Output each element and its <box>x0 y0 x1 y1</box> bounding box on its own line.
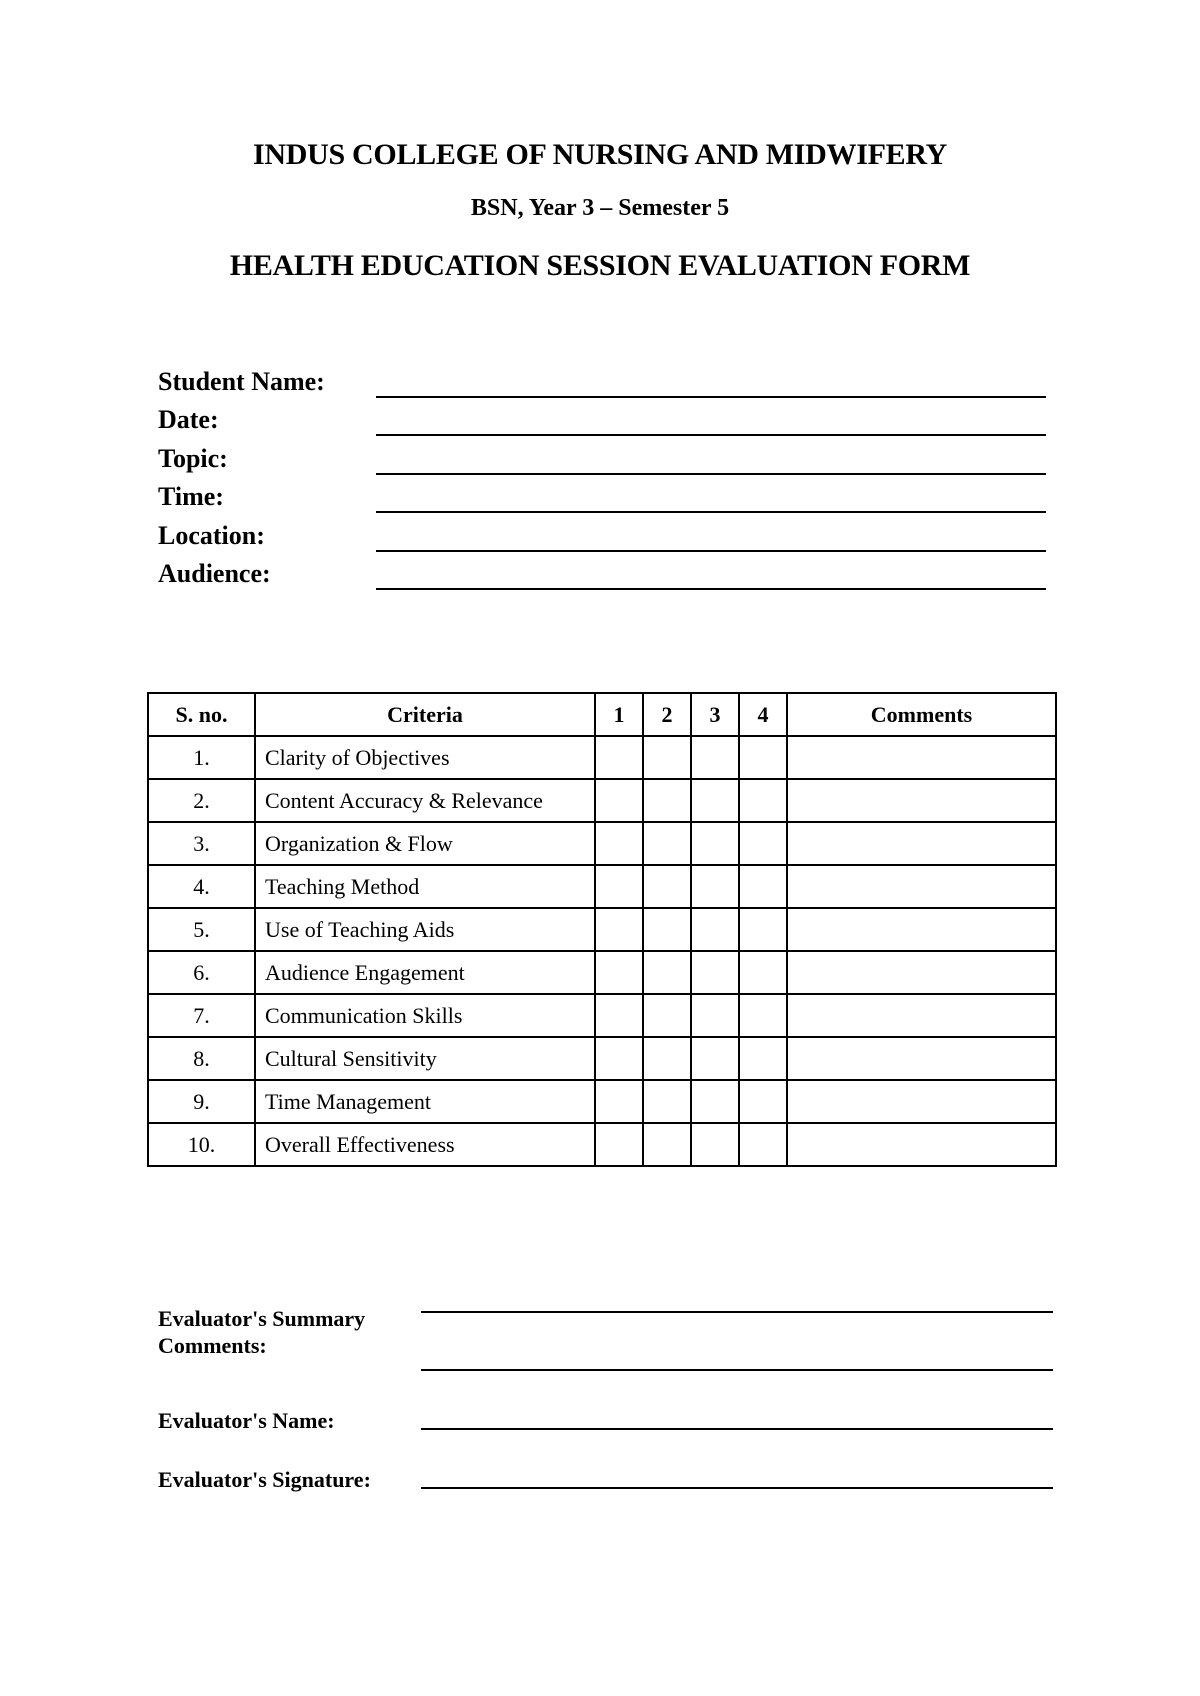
table-row <box>148 1123 1056 1166</box>
comments-cell[interactable] <box>787 951 1056 994</box>
rating-2-cell[interactable] <box>643 951 691 994</box>
info-row-date <box>158 398 1046 436</box>
header-rating-4: 4 <box>739 693 787 736</box>
evaluator-signature-label: Evaluator's Signature: <box>158 1467 371 1492</box>
comments-cell[interactable] <box>787 822 1056 865</box>
rating-2-cell[interactable] <box>643 1037 691 1080</box>
info-row-time <box>158 475 1046 513</box>
rating-2-cell[interactable] <box>643 1080 691 1123</box>
rating-2-cell[interactable] <box>643 865 691 908</box>
row-criteria: Time Management <box>255 1080 595 1123</box>
evaluator-name-field[interactable] <box>421 1428 1053 1430</box>
rating-2-cell[interactable] <box>643 1123 691 1166</box>
table-row <box>148 1037 1056 1080</box>
comments-cell[interactable] <box>787 1080 1056 1123</box>
comments-cell[interactable] <box>787 736 1056 779</box>
table-row <box>148 865 1056 908</box>
header-rating-2: 2 <box>643 693 691 736</box>
header-sno: S. no. <box>148 693 255 736</box>
rating-4-cell[interactable] <box>739 1037 787 1080</box>
info-label: Location: <box>158 521 265 550</box>
row-sno: 3. <box>148 822 255 865</box>
row-criteria: Content Accuracy & Relevance <box>255 779 595 822</box>
form-title: HEALTH EDUCATION SESSION EVALUATION FORM <box>229 249 971 282</box>
comments-cell[interactable] <box>787 779 1056 822</box>
info-label: Time: <box>158 482 224 511</box>
table-row <box>148 951 1056 994</box>
row-criteria: Teaching Method <box>255 865 595 908</box>
info-label: Topic: <box>158 444 228 473</box>
rating-3-cell[interactable] <box>691 908 739 951</box>
college-name: INDUS COLLEGE OF NURSING AND MIDWIFERY <box>252 138 947 171</box>
header-criteria: Criteria <box>255 693 595 736</box>
table-row <box>148 994 1056 1037</box>
comments-cell[interactable] <box>787 994 1056 1037</box>
rating-4-cell[interactable] <box>739 1080 787 1123</box>
comments-cell[interactable] <box>787 908 1056 951</box>
rating-4-cell[interactable] <box>739 822 787 865</box>
summary-label-line2: Comments: <box>158 1333 267 1358</box>
row-criteria: Clarity of Objectives <box>255 736 595 779</box>
rating-1-cell[interactable] <box>595 822 643 865</box>
rating-2-cell[interactable] <box>643 779 691 822</box>
row-criteria: Organization & Flow <box>255 822 595 865</box>
audience-field[interactable] <box>376 588 1046 590</box>
row-criteria: Audience Engagement <box>255 951 595 994</box>
evaluator-signature-field[interactable] <box>421 1487 1053 1489</box>
rating-2-cell[interactable] <box>643 822 691 865</box>
table-row <box>148 822 1056 865</box>
table-row <box>148 779 1056 822</box>
rating-1-cell[interactable] <box>595 908 643 951</box>
row-sno: 6. <box>148 951 255 994</box>
rating-2-cell[interactable] <box>643 736 691 779</box>
rating-4-cell[interactable] <box>739 1123 787 1166</box>
evaluation-table <box>147 692 1057 1167</box>
table-header-row <box>148 693 1056 736</box>
rating-1-cell[interactable] <box>595 1080 643 1123</box>
header-comments: Comments <box>787 693 1056 736</box>
time-field[interactable] <box>376 511 1046 513</box>
summary-comments-label <box>158 1305 365 1359</box>
header-rating-3: 3 <box>691 693 739 736</box>
table-row <box>148 1080 1056 1123</box>
row-sno: 9. <box>148 1080 255 1123</box>
summary-label-line1: Evaluator's Summary <box>158 1306 366 1331</box>
comments-cell[interactable] <box>787 865 1056 908</box>
row-sno: 7. <box>148 994 255 1037</box>
rating-4-cell[interactable] <box>739 908 787 951</box>
rating-3-cell[interactable] <box>691 865 739 908</box>
rating-4-cell[interactable] <box>739 865 787 908</box>
row-criteria: Use of Teaching Aids <box>255 908 595 951</box>
table-row <box>148 736 1056 779</box>
rating-3-cell[interactable] <box>691 994 739 1037</box>
row-criteria: Cultural Sensitivity <box>255 1037 595 1080</box>
table-row <box>148 908 1056 951</box>
rating-1-cell[interactable] <box>595 994 643 1037</box>
info-row-student-name <box>158 360 1046 398</box>
info-row-location <box>158 514 1046 552</box>
rating-4-cell[interactable] <box>739 736 787 779</box>
rating-1-cell[interactable] <box>595 1037 643 1080</box>
info-row-topic <box>158 437 1046 475</box>
rating-1-cell[interactable] <box>595 779 643 822</box>
info-row-audience <box>158 552 1046 590</box>
summary-comments-line-2[interactable] <box>421 1369 1053 1371</box>
rating-4-cell[interactable] <box>739 951 787 994</box>
rating-1-cell[interactable] <box>595 951 643 994</box>
row-sno: 5. <box>148 908 255 951</box>
rating-1-cell[interactable] <box>595 736 643 779</box>
rating-3-cell[interactable] <box>691 779 739 822</box>
program-line: BSN, Year 3 – Semester 5 <box>470 195 730 221</box>
summary-comments-line-1[interactable] <box>421 1311 1053 1313</box>
row-sno: 1. <box>148 736 255 779</box>
rating-3-cell[interactable] <box>691 1037 739 1080</box>
info-label: Student Name: <box>158 367 325 396</box>
rating-3-cell[interactable] <box>691 822 739 865</box>
rating-4-cell[interactable] <box>739 779 787 822</box>
info-label: Date: <box>158 405 219 434</box>
rating-2-cell[interactable] <box>643 908 691 951</box>
row-sno: 2. <box>148 779 255 822</box>
rating-1-cell[interactable] <box>595 865 643 908</box>
rating-3-cell[interactable] <box>691 1123 739 1166</box>
row-criteria: Overall Effectiveness <box>255 1123 595 1166</box>
comments-cell[interactable] <box>787 1037 1056 1080</box>
rating-4-cell[interactable] <box>739 994 787 1037</box>
rating-2-cell[interactable] <box>643 994 691 1037</box>
comments-cell[interactable] <box>787 1123 1056 1166</box>
row-sno: 8. <box>148 1037 255 1080</box>
row-sno: 10. <box>148 1123 255 1166</box>
date-field[interactable] <box>376 434 1046 436</box>
rating-1-cell[interactable] <box>595 1123 643 1166</box>
header-rating-1: 1 <box>595 693 643 736</box>
row-sno: 4. <box>148 865 255 908</box>
rating-3-cell[interactable] <box>691 736 739 779</box>
rating-3-cell[interactable] <box>691 951 739 994</box>
evaluator-name-label: Evaluator's Name: <box>158 1408 335 1433</box>
rating-3-cell[interactable] <box>691 1080 739 1123</box>
info-label: Audience: <box>158 559 271 588</box>
row-criteria: Communication Skills <box>255 994 595 1037</box>
